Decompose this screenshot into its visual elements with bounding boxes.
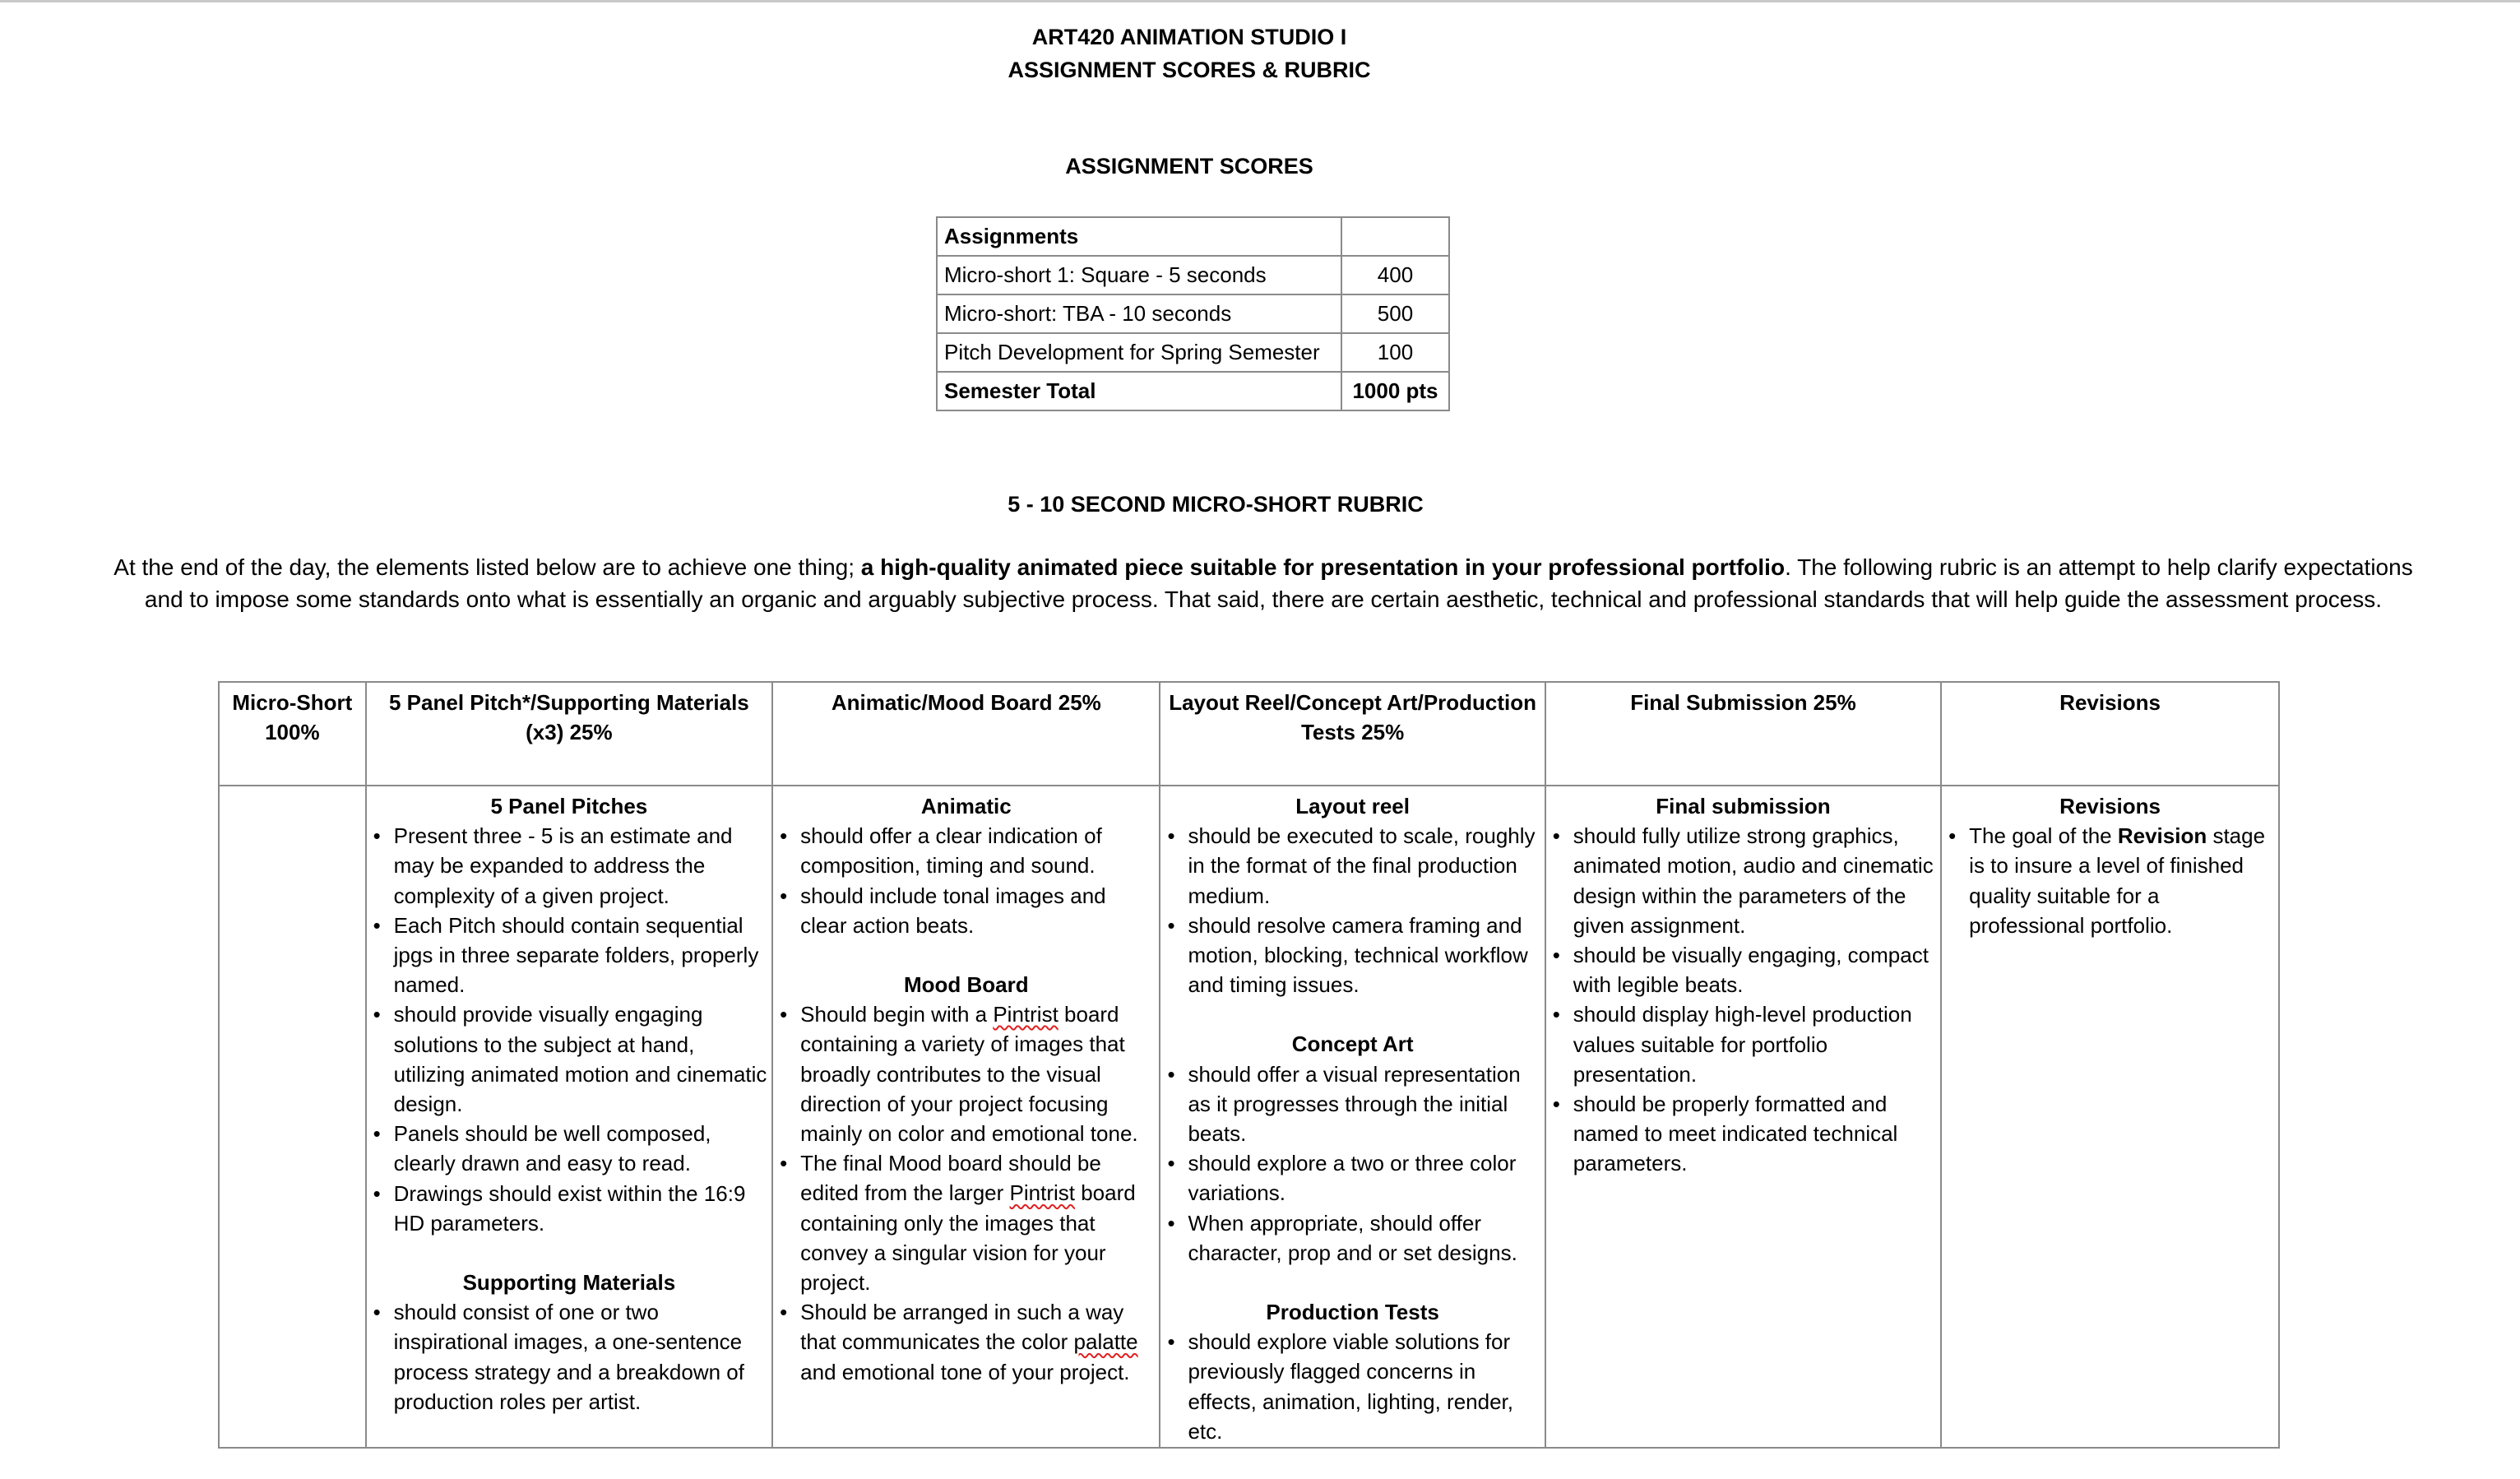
bullet-icon: • bbox=[780, 1151, 788, 1176]
assignment-points: 100 bbox=[1341, 333, 1449, 372]
criteria-text: Each Pitch should contain sequential jpgs in three separate folders, properly named. bbox=[393, 912, 759, 998]
section-spacer bbox=[773, 940, 1159, 970]
scores-header-name: Assignments bbox=[937, 217, 1341, 256]
bullet-icon: • bbox=[1167, 1329, 1175, 1355]
bullet-icon: • bbox=[1552, 1092, 1560, 1117]
bullet-icon: • bbox=[373, 1180, 381, 1206]
list-item bbox=[773, 821, 1159, 880]
rubric-header-pitch: 5 Panel Pitch*/Supporting Materials (x3) 25% bbox=[366, 682, 773, 786]
rubric-subheading: Supporting Materials bbox=[462, 1270, 676, 1296]
rubric-criteria-list bbox=[773, 999, 1159, 1387]
criteria-text: should explore a two or three color variations. bbox=[1188, 1151, 1517, 1206]
list-item bbox=[773, 999, 1159, 1148]
rubric-subheading: Production Tests bbox=[1266, 1300, 1439, 1325]
scores-section-title: ASSIGNMENT SCORES bbox=[1065, 154, 1313, 178]
criteria-text: Should be arranged in such a way that communicates the color bbox=[800, 1300, 1124, 1355]
bullet-icon: • bbox=[1167, 912, 1175, 938]
rubric-criteria-list bbox=[1160, 1059, 1544, 1268]
criteria-text: should offer a visual representation as it progresses through the initial beats. bbox=[1188, 1061, 1521, 1147]
rubric-section-title: 5 - 10 SECOND MICRO-SHORT RUBRIC bbox=[1008, 492, 1424, 517]
rubric-intro-paragraph bbox=[107, 552, 2420, 615]
bullet-icon: • bbox=[1948, 823, 1957, 849]
table-row bbox=[937, 294, 1449, 333]
intro-text-emphasis: a high-quality animated piece suitable for presentation in your professional portfolio bbox=[860, 554, 1786, 580]
assignment-points: 400 bbox=[1341, 256, 1449, 294]
criteria-text: should be executed to scale, roughly in the format of the final production medium. bbox=[1188, 823, 1536, 908]
rubric-header-final: Final Submission 25% bbox=[1545, 682, 1941, 786]
bullet-icon: • bbox=[780, 1002, 788, 1027]
spellcheck-flagged-word[interactable]: palatte bbox=[1073, 1329, 1138, 1355]
rubric-criteria-list bbox=[1160, 1327, 1544, 1446]
bullet-icon: • bbox=[780, 883, 788, 908]
criteria-emphasis: Revision bbox=[2117, 823, 2207, 849]
rubric-cell-revisions bbox=[1941, 786, 2279, 1448]
scores-total-row bbox=[937, 372, 1449, 410]
scores-header-row bbox=[937, 217, 1449, 256]
intro-text-end: . The following rubric is an attempt to help clarify expectations and to impose some standards onto what is essentially an organic and arguably subjective process. That said, there are certain aesthetic, technical and professional standards that will help guide the assessment process. bbox=[144, 554, 2413, 612]
bullet-icon: • bbox=[373, 1121, 381, 1147]
criteria-text: should display high-level production values suitable for portfolio presentation. bbox=[1573, 1002, 1912, 1087]
criteria-text: should be properly formatted and named to meet indicated technical parameters. bbox=[1573, 1092, 1898, 1176]
criteria-text: Drawings should exist within the 16:9 HD parameters. bbox=[393, 1180, 746, 1236]
criteria-text: should offer a clear indication of composition, timing and sound. bbox=[800, 823, 1102, 879]
assignment-name: Micro-short 1: Square - 5 seconds bbox=[937, 256, 1341, 294]
bullet-icon: • bbox=[1167, 1061, 1175, 1087]
list-item bbox=[367, 911, 772, 1000]
rubric-cell-animatic bbox=[772, 786, 1160, 1448]
criteria-text: The final Mood board should be edited from the larger bbox=[800, 1151, 1101, 1206]
rubric-subheading: 5 Panel Pitches bbox=[490, 794, 648, 818]
criteria-text: Present three - 5 is an estimate and may be expanded to address the complexity of a given project. bbox=[393, 823, 733, 908]
rubric-criteria-list bbox=[367, 821, 772, 1238]
criteria-text: Panels should be well composed, clearly drawn and easy to read. bbox=[393, 1121, 711, 1176]
page-top-border bbox=[0, 0, 2520, 2]
assignment-scores-table bbox=[936, 216, 1450, 411]
bullet-icon: • bbox=[373, 1002, 381, 1027]
list-item bbox=[1160, 1208, 1544, 1268]
bullet-icon: • bbox=[373, 912, 381, 938]
rubric-criteria-list bbox=[1160, 821, 1544, 999]
list-item bbox=[1160, 911, 1544, 1000]
total-points: 1000 pts bbox=[1341, 372, 1449, 410]
assignment-name: Micro-short: TBA - 10 seconds bbox=[937, 294, 1341, 333]
assignment-name: Pitch Development for Spring Semester bbox=[937, 333, 1341, 372]
criteria-text: should provide visually engaging solutions to the subject at hand, utilizing animated motion and cinematic design. bbox=[393, 1002, 767, 1117]
list-item bbox=[1942, 821, 2278, 940]
rubric-subheading: Revisions bbox=[2059, 794, 2161, 818]
spellcheck-flagged-word[interactable]: Pintrist bbox=[1009, 1180, 1075, 1206]
bullet-icon: • bbox=[1167, 1210, 1175, 1236]
rubric-header-micro-short: Micro-Short 100% bbox=[219, 682, 366, 786]
section-spacer bbox=[1160, 999, 1544, 1029]
rubric-criteria-list bbox=[773, 821, 1159, 940]
rubric-subheading: Layout reel bbox=[1295, 794, 1410, 818]
list-item bbox=[1546, 999, 1940, 1089]
list-item bbox=[1160, 1148, 1544, 1208]
criteria-text: should resolve camera framing and motion, blocking, technical workflow and timing issues. bbox=[1188, 912, 1528, 998]
criteria-text: should include tonal images and clear action beats. bbox=[800, 883, 1106, 938]
criteria-text: should be visually engaging, compact with legible beats. bbox=[1573, 943, 1929, 998]
total-label: Semester Total bbox=[937, 372, 1341, 410]
list-item bbox=[367, 999, 772, 1119]
list-item bbox=[773, 881, 1159, 940]
list-item bbox=[773, 1148, 1159, 1297]
rubric-criteria-list bbox=[367, 1297, 772, 1416]
criteria-text: The goal of the bbox=[1969, 823, 2118, 849]
criteria-text: Should begin with a bbox=[800, 1002, 994, 1027]
bullet-icon: • bbox=[780, 1300, 788, 1325]
rubric-criteria-list bbox=[1942, 821, 2278, 940]
intro-text-start: At the end of the day, the elements listed below are to achieve one thing; bbox=[113, 554, 861, 580]
list-item bbox=[367, 1297, 772, 1416]
rubric-cell-pitch bbox=[366, 786, 773, 1448]
criteria-text: should consist of one or two inspirational images, a one-sentence process strategy and a breakdown of production roles per artist. bbox=[393, 1300, 744, 1414]
bullet-icon: • bbox=[1552, 1002, 1560, 1027]
scores-header-points bbox=[1341, 217, 1449, 256]
list-item bbox=[1160, 1327, 1544, 1446]
assignment-points: 500 bbox=[1341, 294, 1449, 333]
spellcheck-flagged-word[interactable]: Pintrist bbox=[993, 1002, 1058, 1027]
rubric-header-layout: Layout Reel/Concept Art/Production Tests 25% bbox=[1160, 682, 1545, 786]
bullet-icon: • bbox=[373, 1300, 381, 1325]
list-item bbox=[367, 1179, 772, 1238]
criteria-text: board containing a variety of images that broadly contributes to the visual direction of your project focusing mainly on color and emotional tone. bbox=[800, 1002, 1138, 1147]
rubric-criteria-list bbox=[1546, 821, 1940, 1178]
rubric-cell-layout bbox=[1160, 786, 1545, 1448]
bullet-icon: • bbox=[1552, 943, 1560, 968]
bullet-icon: • bbox=[1167, 1151, 1175, 1176]
rubric-header-animatic: Animatic/Mood Board 25% bbox=[772, 682, 1160, 786]
list-item bbox=[367, 1119, 772, 1178]
rubric-subheading: Animatic bbox=[920, 794, 1012, 818]
bullet-icon: • bbox=[780, 823, 788, 849]
rubric-subheading: Concept Art bbox=[1291, 1032, 1414, 1057]
criteria-text: stage is to insure a level of finished quality suitable for a professional portfolio. bbox=[1969, 823, 2266, 938]
section-spacer bbox=[1160, 1268, 1544, 1297]
document-title: ART420 ANIMATION STUDIO I bbox=[1031, 25, 1347, 49]
criteria-text: should explore viable solutions for previously flagged concerns in effects, animation, lighting, render, etc. bbox=[1188, 1329, 1514, 1444]
rubric-table bbox=[218, 681, 2280, 1449]
list-item bbox=[1160, 1059, 1544, 1149]
list-item bbox=[1546, 821, 1940, 940]
criteria-text: When appropriate, should offer character, prop and or set designs. bbox=[1188, 1210, 1517, 1265]
bullet-icon: • bbox=[1167, 823, 1175, 849]
list-item bbox=[1546, 1089, 1940, 1179]
criteria-text: should fully utilize strong graphics, animated motion, audio and cinematic design within the parameters of the given assignment. bbox=[1573, 823, 1934, 938]
list-item bbox=[1546, 940, 1940, 999]
section-spacer bbox=[367, 1238, 772, 1268]
bullet-icon: • bbox=[1552, 823, 1560, 849]
list-item bbox=[773, 1297, 1159, 1387]
rubric-subheading: Final submission bbox=[1656, 794, 1831, 818]
rubric-cell-micro-short bbox=[219, 786, 366, 1448]
rubric-subheading: Mood Board bbox=[903, 972, 1029, 998]
table-row bbox=[937, 333, 1449, 372]
list-item bbox=[367, 821, 772, 911]
table-row bbox=[937, 256, 1449, 294]
criteria-text: and emotional tone of your project. bbox=[800, 1359, 1130, 1384]
bullet-icon: • bbox=[373, 823, 381, 849]
rubric-header-revisions: Revisions bbox=[1941, 682, 2279, 786]
rubric-header-row bbox=[219, 682, 2279, 786]
rubric-body-row bbox=[219, 786, 2279, 1448]
rubric-cell-final bbox=[1545, 786, 1941, 1448]
criteria-text: board containing only the images that convey a singular vision for your project. bbox=[800, 1180, 1136, 1296]
document-subtitle: ASSIGNMENT SCORES & RUBRIC bbox=[1008, 58, 1371, 82]
list-item bbox=[1160, 821, 1544, 911]
